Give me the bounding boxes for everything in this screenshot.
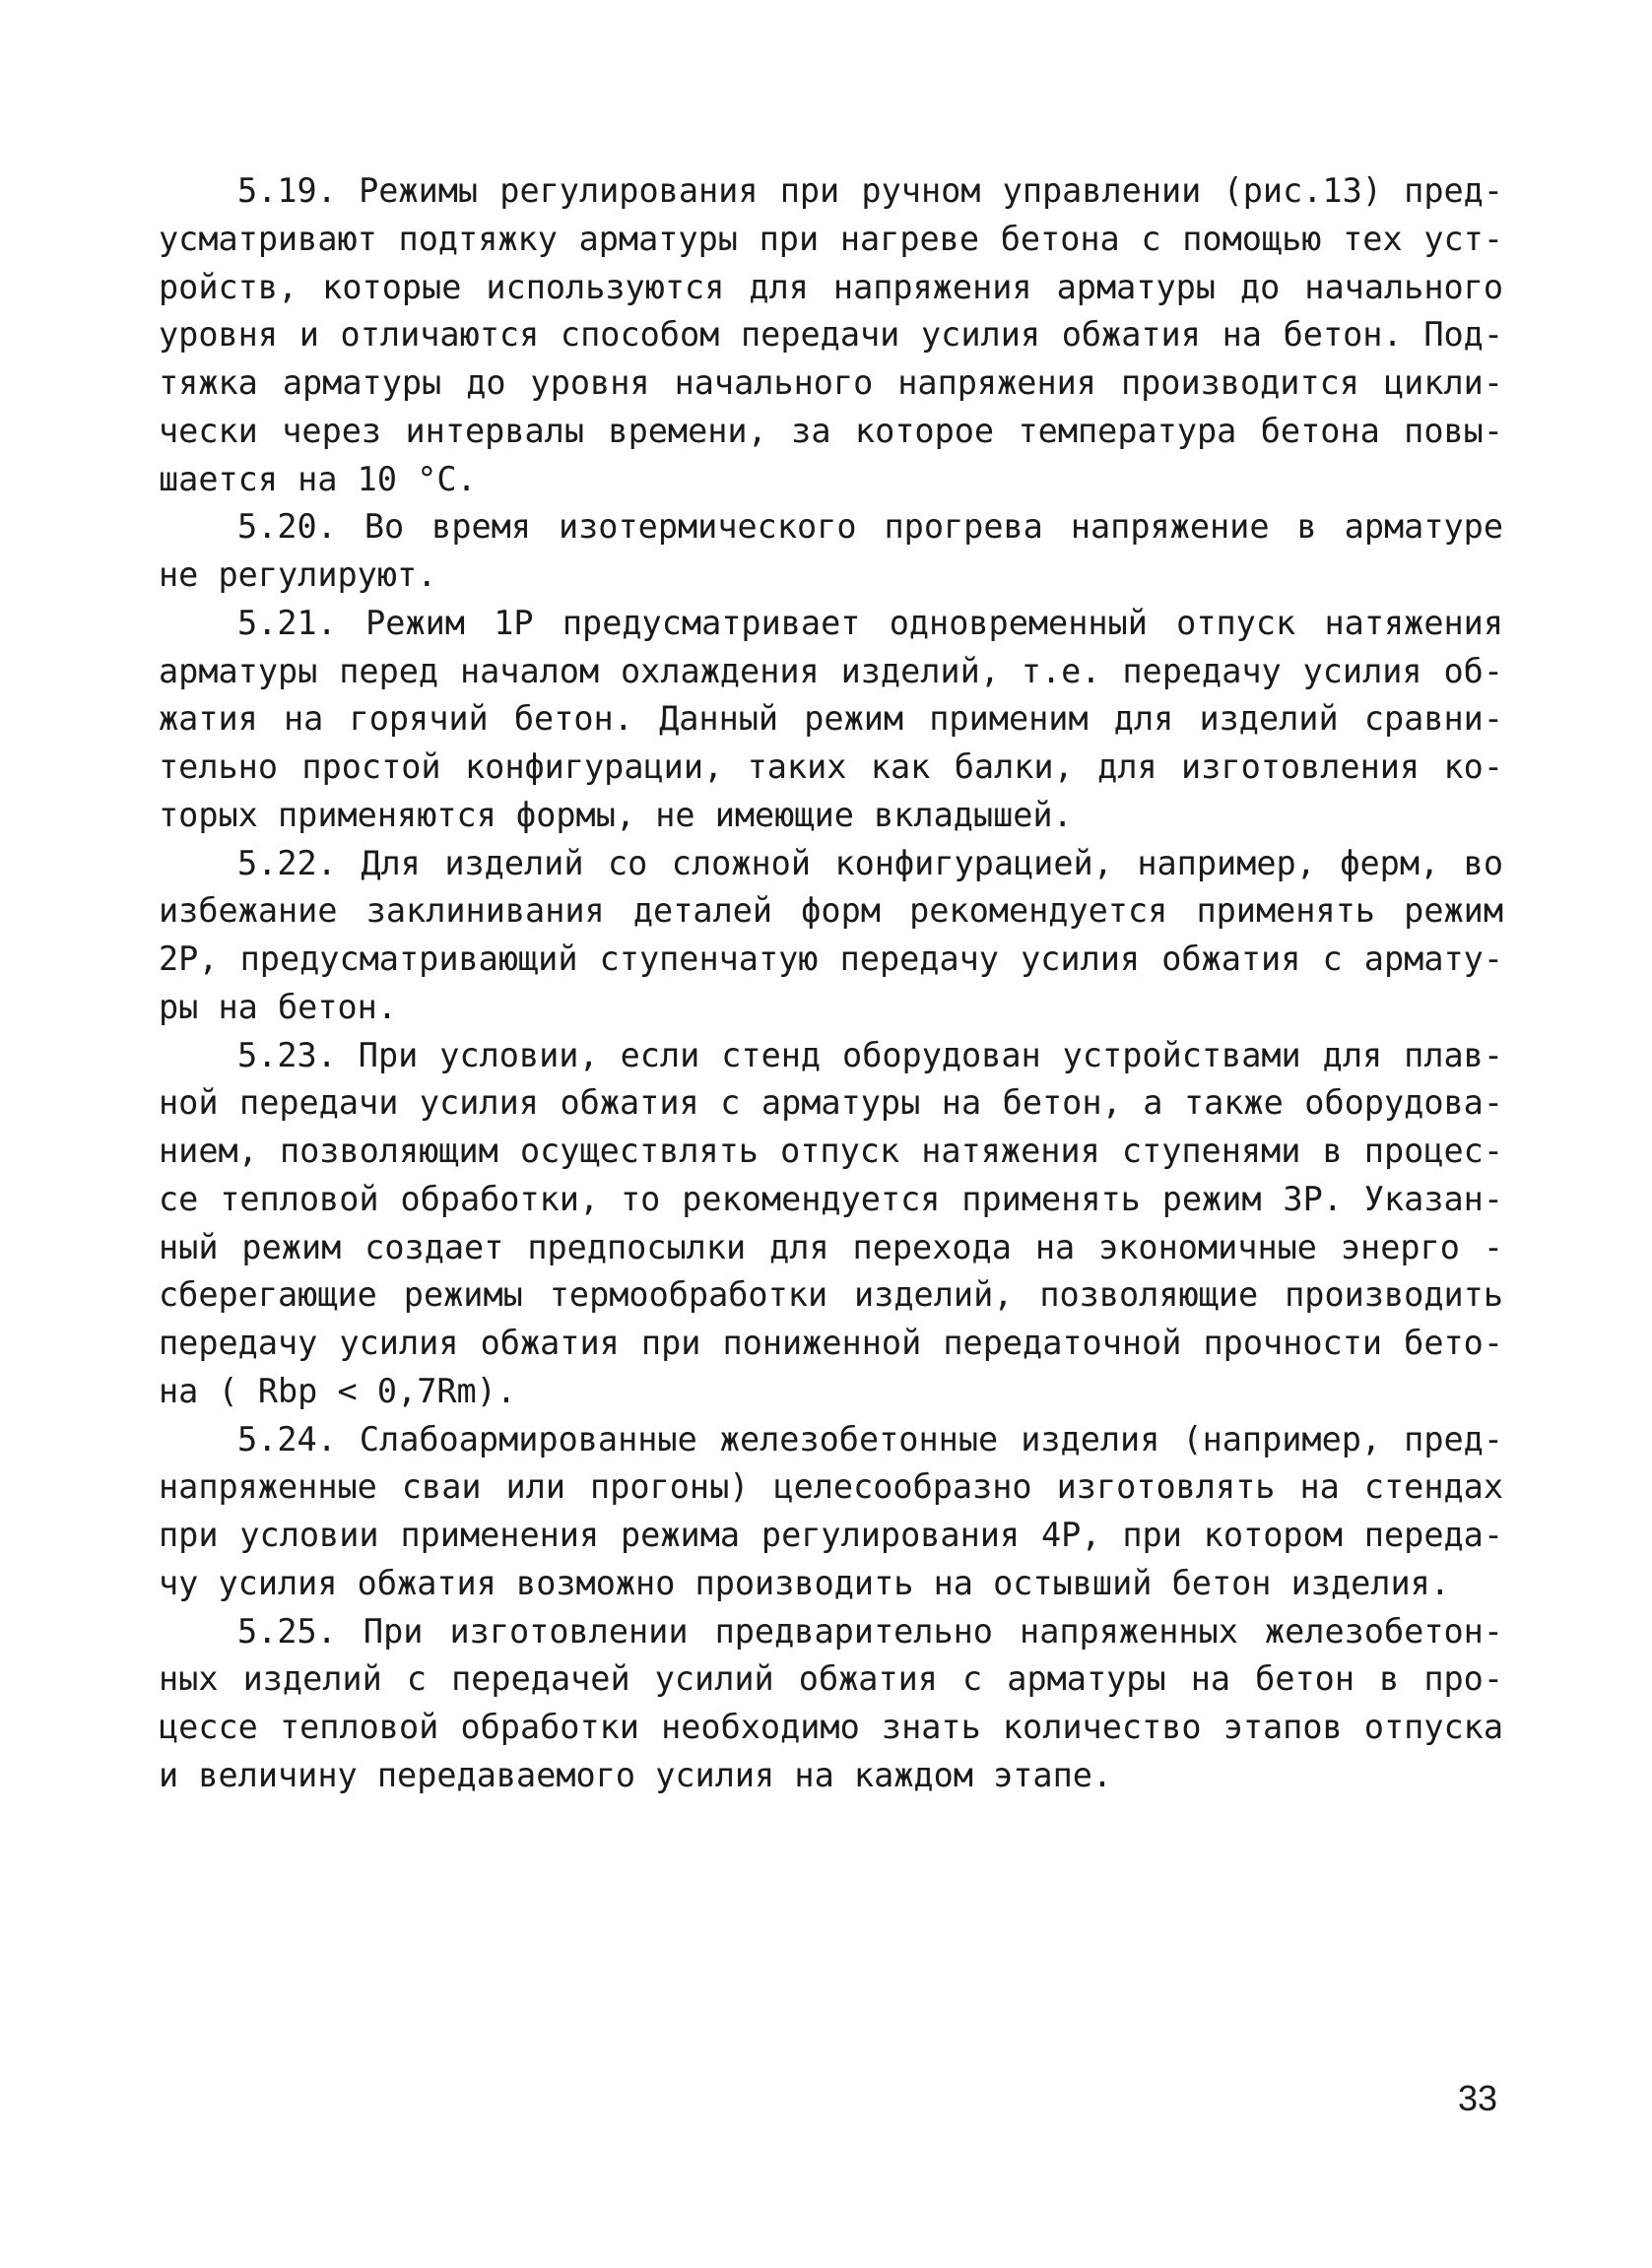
text-line: 5.21. Режим 1Р предусматривает одновременный отпуск натяжения: [237, 603, 1503, 642]
text-line: уровня и отличаются способом передачи усилия обжатия на бетон. Под-: [159, 315, 1503, 355]
text-line: 5.25. При изготовлении предварительно напряженных железобетон-: [237, 1611, 1503, 1651]
body-text: [159, 167, 1503, 1800]
text-line: ный режим создает предпосылки для перехода на экономичные энерго -: [159, 1227, 1503, 1266]
page-number: 33: [1457, 2078, 1497, 2118]
text-line: на ( Rbp < 0,7Rm).: [159, 1371, 517, 1410]
text-line: усматривают подтяжку арматуры при нагреве бетона с помощью тех уст-: [159, 219, 1503, 258]
text-line: 5.20. Во время изотермического прогрева напряжение в арматуре: [237, 507, 1503, 547]
text-line: чески через интервалы времени, за которое температура бетона повы-: [159, 411, 1503, 450]
text-line: арматуры перед началом охлаждения изделий, т.е. передачу усилия об-: [159, 651, 1503, 690]
text-line: напряженные сваи или прогоны) целесообразно изготовлять на стендах: [159, 1467, 1503, 1507]
text-line: се тепловой обработки, то рекомендуется применять режим 3Р. Указан-: [159, 1179, 1503, 1218]
text-line: при условии применения режима регулирования 4Р, при котором переда-: [159, 1516, 1503, 1554]
text-line: ройств, которые используются для напряжения арматуры до начального: [159, 267, 1503, 306]
text-line: 5.19. Режимы регулирования при ручном управлении (рис.13) пред-: [237, 171, 1503, 210]
text-line: 5.22. Для изделий со сложной конфигурацией, например, ферм, во: [237, 843, 1503, 882]
text-line: сберегающие режимы термообработки изделий, позволяющие производить: [159, 1275, 1503, 1315]
text-line: ных изделий с передачей усилий обжатия с арматуры на бетон в про-: [159, 1659, 1503, 1699]
text-line: 5.23. При условии, если стенд оборудован устройствами для плав-: [237, 1035, 1503, 1074]
text-line: ной передачи усилия обжатия с арматуры на бетон, а также оборудова-: [159, 1083, 1503, 1123]
text-line: не регулируют.: [159, 555, 437, 594]
text-line: тельно простой конфигурации, таких как балки, для изготовления ко-: [159, 747, 1503, 786]
text-line: и величину передаваемого усилия на каждом этапе.: [159, 1755, 1113, 1794]
text-line: 2Р, предусматривающий ступенчатую передачу усилия обжатия с армату-: [159, 940, 1503, 978]
text-line: тяжка арматуры до уровня начального напряжения производится цикли-: [159, 363, 1503, 402]
text-line: ры на бетон.: [159, 987, 398, 1026]
text-line: избежание заклинивания деталей форм рекомендуется применять режим: [159, 891, 1503, 931]
text-line: передачу усилия обжатия при пониженной передаточной прочности бето-: [159, 1324, 1503, 1362]
text-line: торых применяются формы, не имеющие вкладышей.: [159, 795, 1073, 834]
text-line: чу усилия обжатия возможно производить на остывший бетон изделия.: [159, 1563, 1450, 1602]
text-line: шается на 10 °С.: [159, 459, 477, 498]
text-line: жатия на горячий бетон. Данный режим применим для изделий сравни-: [159, 699, 1503, 739]
text-line: 5.24. Слабоармированные железобетонные изделия (например, пред-: [237, 1419, 1503, 1458]
text-line: нием, позволяющим осуществлять отпуск натяжения ступенями в процес-: [159, 1132, 1503, 1170]
text-line: цессе тепловой обработки необходимо знать количество этапов отпуска: [159, 1708, 1503, 1746]
